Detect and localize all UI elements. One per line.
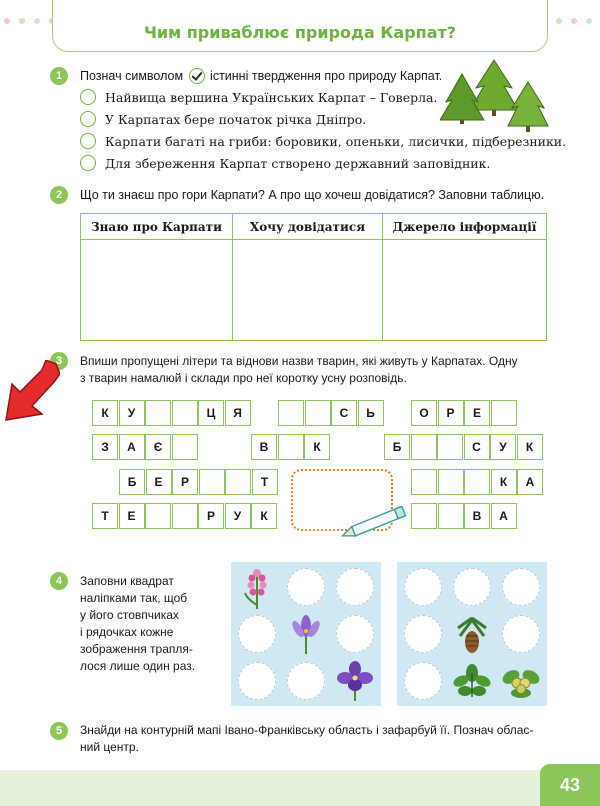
sticker-slot[interactable] bbox=[336, 568, 374, 606]
letter-cell: У bbox=[225, 503, 251, 529]
task-1-text-before: Познач символом bbox=[80, 69, 184, 83]
grid2-cell-5 bbox=[449, 612, 495, 656]
letter-cell: Е bbox=[464, 400, 490, 426]
letter-cell: Ь bbox=[358, 400, 384, 426]
grid1-slot-4[interactable] bbox=[234, 612, 280, 656]
grid1-cell-1 bbox=[234, 565, 280, 609]
statement-2-checkbox[interactable] bbox=[80, 111, 96, 127]
blank-letter-cell[interactable] bbox=[278, 400, 304, 426]
sticker-slot[interactable] bbox=[238, 662, 276, 700]
knowledge-table bbox=[80, 213, 547, 341]
grid1-cell-9 bbox=[332, 659, 378, 703]
letter-cell: Є bbox=[145, 434, 171, 460]
blank-letter-cell[interactable] bbox=[278, 434, 304, 460]
grid2-cell-9 bbox=[498, 659, 544, 703]
task-number-4: 4 bbox=[50, 572, 68, 590]
letter-cell: Т bbox=[252, 469, 278, 495]
crocus-sticker-icon bbox=[288, 614, 324, 654]
task-number-2: 2 bbox=[50, 186, 68, 204]
task-3-text-line-1: Впиши пропущені літери та віднови назви тварин, які живуть у Карпатах. Одну bbox=[80, 354, 518, 368]
grid1-slot-7[interactable] bbox=[234, 659, 280, 703]
statement-4[interactable] bbox=[80, 155, 490, 171]
task-4-line-1: Заповни квадрат bbox=[80, 574, 174, 588]
page-title: Чим приваблює природа Карпат? bbox=[143, 23, 457, 42]
letter-cell: К bbox=[251, 503, 277, 529]
letter-cell: Я bbox=[225, 400, 251, 426]
letter-cell: К bbox=[517, 434, 543, 460]
grid1-slot-6[interactable] bbox=[332, 612, 378, 656]
letter-cell: Е bbox=[119, 503, 145, 529]
blank-letter-cell[interactable] bbox=[172, 503, 198, 529]
flower-sticker-icon bbox=[239, 565, 275, 609]
grid2-slot-2[interactable] bbox=[449, 565, 495, 609]
blank-letter-cell[interactable] bbox=[199, 469, 225, 495]
letter-cell: Р bbox=[438, 400, 464, 426]
pencil-icon bbox=[338, 506, 410, 540]
sticker-slot[interactable] bbox=[404, 568, 442, 606]
sticker-slot[interactable] bbox=[404, 662, 442, 700]
sticker-slot[interactable] bbox=[404, 615, 442, 653]
blank-letter-cell[interactable] bbox=[491, 400, 517, 426]
task-number-3: 3 bbox=[50, 352, 68, 370]
letter-cell: Р bbox=[198, 503, 224, 529]
blank-letter-cell[interactable] bbox=[438, 503, 464, 529]
sticker-slot[interactable] bbox=[453, 568, 491, 606]
sticker-grid-plants bbox=[397, 562, 547, 706]
letter-cell: В bbox=[251, 434, 277, 460]
letter-cell: К bbox=[304, 434, 330, 460]
letter-cell: С bbox=[331, 400, 357, 426]
task-2-text: Що ти знаєш про гори Карпати? А про що хочеш довідатися? Заповни таблицю. bbox=[80, 188, 545, 202]
blank-letter-cell[interactable] bbox=[145, 400, 171, 426]
task-5-text-line-2: ний центр. bbox=[80, 740, 139, 754]
task-4-line-2: наліпками так, щоб bbox=[80, 591, 188, 605]
task-4-line-3: у його стовпчиках bbox=[80, 608, 179, 622]
blank-letter-cell[interactable] bbox=[464, 469, 490, 495]
check-symbol-icon bbox=[189, 68, 205, 84]
decorative-dots-right bbox=[556, 18, 592, 24]
blank-letter-cell[interactable] bbox=[145, 503, 171, 529]
task-1-instruction bbox=[80, 68, 442, 85]
red-arrow-icon bbox=[2, 360, 60, 426]
grid2-slot-6[interactable] bbox=[498, 612, 544, 656]
letter-cell: А bbox=[119, 434, 145, 460]
page-footer bbox=[0, 770, 600, 806]
task-5-text-line-1: Знайди на контурній мапі Івано-Франківську область і зафарбуй її. Познач облас- bbox=[80, 723, 534, 737]
grid2-slot-3[interactable] bbox=[498, 565, 544, 609]
letter-cell: С bbox=[464, 434, 490, 460]
letter-cell: Е bbox=[146, 469, 172, 495]
task-1-text-after: істинні твердження про природу Карпат. bbox=[210, 69, 443, 83]
sticker-slot[interactable] bbox=[238, 615, 276, 653]
cone-sticker-icon bbox=[454, 614, 490, 654]
grid2-slot-1[interactable] bbox=[400, 565, 446, 609]
sticker-slot[interactable] bbox=[502, 615, 540, 653]
statement-4-checkbox[interactable] bbox=[80, 155, 96, 171]
blank-letter-cell[interactable] bbox=[411, 503, 437, 529]
task-number-5: 5 bbox=[50, 722, 68, 740]
table-cell-want[interactable] bbox=[233, 240, 383, 341]
letter-cell: Б bbox=[384, 434, 410, 460]
sticker-slot[interactable] bbox=[287, 662, 325, 700]
statement-3-text: Карпати багаті на гриби: боровики, опеньки, лисички, підберезники. bbox=[105, 133, 567, 149]
grid1-slot-2[interactable] bbox=[283, 565, 329, 609]
grid2-cell-8 bbox=[449, 659, 495, 703]
table-header-want: Хочу довідатися bbox=[233, 214, 383, 240]
table-cell-know[interactable] bbox=[81, 240, 233, 341]
grid1-slot-3[interactable] bbox=[332, 565, 378, 609]
table-header-know: Знаю про Карпати bbox=[81, 214, 233, 240]
letter-cell: К bbox=[92, 400, 118, 426]
task-4-text bbox=[80, 573, 195, 675]
task-4-line-6: лося лише один раз. bbox=[80, 659, 196, 673]
letter-cell: А bbox=[517, 469, 543, 495]
page-number: 43 bbox=[540, 764, 600, 806]
letter-cell: У bbox=[119, 400, 145, 426]
letter-cell: У bbox=[490, 434, 516, 460]
letter-cell: В bbox=[464, 503, 490, 529]
blank-letter-cell[interactable] bbox=[225, 469, 251, 495]
table-cell-source[interactable] bbox=[383, 240, 547, 341]
statement-1[interactable] bbox=[80, 89, 437, 105]
sticker-slot[interactable] bbox=[336, 615, 374, 653]
sticker-slot[interactable] bbox=[287, 568, 325, 606]
sticker-grid-flowers bbox=[231, 562, 381, 706]
letter-cell: Б bbox=[119, 469, 145, 495]
letter-cell: З bbox=[92, 434, 118, 460]
grid1-cell-5 bbox=[283, 612, 329, 656]
task-4-line-4: і рядочках кожне bbox=[80, 625, 174, 639]
sticker-slot[interactable] bbox=[502, 568, 540, 606]
letter-cell: Т bbox=[92, 503, 118, 529]
letter-cell: К bbox=[491, 469, 517, 495]
title-box bbox=[52, 0, 548, 52]
leaf-sticker-icon bbox=[452, 663, 492, 699]
grid1-slot-8[interactable] bbox=[283, 659, 329, 703]
blank-letter-cell[interactable] bbox=[411, 434, 437, 460]
task-4-line-5: зображення трапля- bbox=[80, 642, 193, 656]
letter-cell: Р bbox=[172, 469, 198, 495]
violet-sticker-icon bbox=[337, 661, 373, 701]
blank-letter-cell[interactable] bbox=[172, 400, 198, 426]
blank-letter-cell[interactable] bbox=[172, 434, 198, 460]
statement-1-text: Найвища вершина Українських Карпат – Говерла. bbox=[105, 89, 438, 105]
nut-sticker-icon bbox=[501, 663, 541, 699]
fir-trees-icon bbox=[440, 58, 550, 134]
statement-3-checkbox[interactable] bbox=[80, 133, 96, 149]
letter-cell: А bbox=[491, 503, 517, 529]
blank-letter-cell[interactable] bbox=[411, 469, 437, 495]
task-number-1: 1 bbox=[50, 67, 68, 85]
task-3-text-line-2: з тварин намалюй і склади про неї коротку усну розповідь. bbox=[80, 371, 407, 385]
letter-cell: О bbox=[411, 400, 437, 426]
statement-3[interactable] bbox=[80, 133, 566, 149]
grid2-slot-7[interactable] bbox=[400, 659, 446, 703]
statement-4-text: Для збереження Карпат створено державний заповідник. bbox=[105, 155, 491, 171]
blank-letter-cell[interactable] bbox=[305, 400, 331, 426]
statement-2-text: У Карпатах бере початок річка Дніпро. bbox=[105, 111, 367, 127]
table-header-source: Джерело інформації bbox=[383, 214, 547, 240]
blank-letter-cell[interactable] bbox=[437, 434, 463, 460]
letter-cell: Ц bbox=[198, 400, 224, 426]
statement-1-checkbox[interactable] bbox=[80, 89, 96, 105]
blank-letter-cell[interactable] bbox=[438, 469, 464, 495]
grid2-slot-4[interactable] bbox=[400, 612, 446, 656]
statement-2[interactable] bbox=[80, 111, 366, 127]
